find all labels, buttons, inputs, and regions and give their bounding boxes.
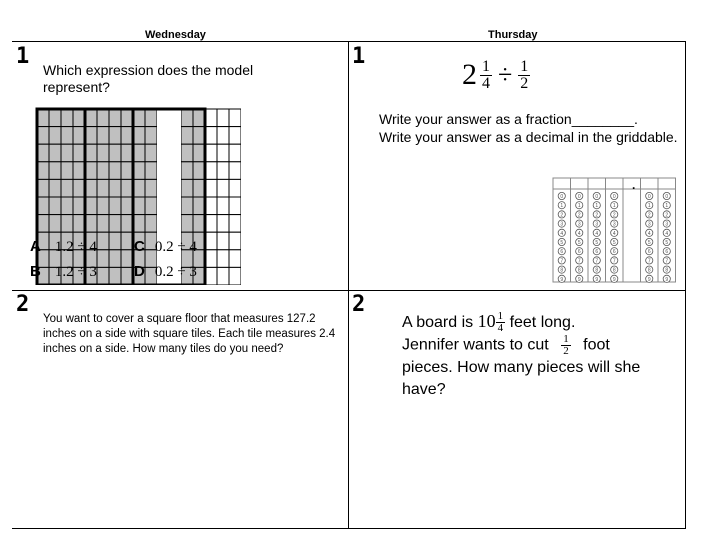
bubble-digit: 2 — [560, 212, 564, 219]
grid-cell — [205, 144, 217, 162]
bubble-digit: 0 — [577, 194, 581, 200]
fraction — [480, 59, 492, 92]
bubble-digit: 4 — [560, 230, 564, 237]
grid-cell — [49, 179, 61, 197]
grid-cell — [85, 162, 97, 180]
grid-cell — [121, 267, 133, 285]
bubble-digit: 1 — [612, 203, 616, 210]
grid-cell — [217, 144, 229, 162]
bubble-digit: 2 — [612, 212, 616, 219]
grid-cell — [181, 144, 193, 162]
bubble-digit: 5 — [595, 240, 599, 246]
grid-cell — [37, 179, 49, 197]
bubble-digit: 6 — [665, 249, 669, 256]
grid-cell — [109, 197, 121, 215]
numerator: 1 — [520, 57, 529, 75]
bubble-digit: 3 — [665, 221, 669, 228]
bubble-digit: 4 — [647, 230, 651, 237]
grid-cell — [49, 162, 61, 180]
grid-cell — [205, 127, 217, 145]
grid-cell — [109, 127, 121, 145]
grid-cell — [205, 232, 217, 250]
grid-cell — [217, 232, 229, 250]
bubble-digit: 1 — [595, 203, 599, 210]
grid-cell — [181, 162, 193, 180]
grid-cell — [145, 127, 157, 145]
denominator: 2 — [520, 74, 529, 92]
grid-cell — [49, 144, 61, 162]
option-expression: 0.2 ÷ 3 — [154, 264, 197, 280]
text: feet long. — [509, 314, 576, 331]
instruction-fraction: Write your answer as a fraction________. — [379, 111, 638, 127]
bubble-digit: 2 — [577, 212, 581, 219]
grid-cell — [121, 179, 133, 197]
grid-cell — [193, 179, 205, 197]
grid-cell — [121, 162, 133, 180]
bubble-digit: 3 — [595, 221, 599, 228]
grid-cell — [205, 197, 217, 215]
grid-cell — [217, 109, 229, 127]
whole-number: 10 — [477, 311, 496, 331]
bubble-digit: 5 — [577, 240, 581, 246]
bubble-digit: 9 — [577, 276, 581, 283]
grid-cell — [73, 144, 85, 162]
grid-cell — [217, 179, 229, 197]
grid-cell — [205, 215, 217, 233]
grid-cell — [145, 215, 157, 233]
bubble-digit: 1 — [665, 203, 669, 210]
grid-cell — [73, 215, 85, 233]
option-expression: 1.2 ÷ 3 — [54, 264, 97, 280]
bubble-digit: 6 — [577, 249, 581, 256]
bubble-digit: 0 — [560, 194, 564, 200]
grid-cell — [205, 162, 217, 180]
grid-cell — [97, 162, 109, 180]
fraction — [496, 311, 506, 334]
option-a[interactable] — [30, 238, 97, 256]
grid-cell — [133, 127, 145, 145]
question-text — [402, 310, 672, 401]
bubble-digit: 8 — [595, 267, 599, 274]
grid-cell — [205, 267, 217, 285]
grid-cell — [97, 232, 109, 250]
header-wednesday: Wednesday — [145, 29, 206, 41]
grid-cell — [133, 162, 145, 180]
grid-cell — [121, 144, 133, 162]
grid-cell — [73, 162, 85, 180]
question-number: 2 — [352, 292, 366, 317]
griddable-answer-grid[interactable] — [552, 177, 692, 285]
grid-cell — [85, 144, 97, 162]
grid-cell — [37, 109, 49, 127]
grid-cell — [49, 109, 61, 127]
grid-cell — [97, 215, 109, 233]
option-expression: 1.2 ÷ 4 — [54, 239, 97, 255]
grid-cell — [133, 109, 145, 127]
grid-cell — [109, 215, 121, 233]
bubble-digit: 7 — [577, 258, 581, 265]
grid-cell — [217, 197, 229, 215]
grid-cell — [181, 127, 193, 145]
grid-cell — [97, 127, 109, 145]
bubble-digit: 9 — [595, 276, 599, 283]
grid-cell — [61, 162, 73, 180]
grid-cell — [61, 197, 73, 215]
question-number: 1 — [16, 44, 30, 69]
grid-cell — [181, 179, 193, 197]
bubble-digit: 4 — [612, 230, 616, 237]
grid-cell — [97, 197, 109, 215]
grid-cell — [133, 197, 145, 215]
grid-cell — [85, 215, 97, 233]
division-expression — [462, 58, 530, 92]
grid-cell — [217, 127, 229, 145]
bubble-digit: 6 — [560, 249, 564, 256]
bubble-digit: 0 — [595, 194, 599, 200]
option-letter: C — [134, 238, 145, 255]
bubble-digit: 2 — [595, 212, 599, 219]
grid-cell — [181, 197, 193, 215]
option-letter: A — [30, 238, 41, 255]
grid-cell — [121, 250, 133, 268]
grid-cell — [145, 179, 157, 197]
fraction — [518, 59, 530, 92]
option-c[interactable] — [134, 238, 197, 256]
grid-cell — [61, 127, 73, 145]
unshaded-strip — [157, 109, 181, 285]
grid-cell — [193, 215, 205, 233]
grid-cell — [73, 109, 85, 127]
grid-cell — [109, 267, 121, 285]
grid-cell — [109, 250, 121, 268]
bubble-digit: 9 — [665, 276, 669, 283]
option-expression: 0.2 ÷ 4 — [154, 239, 197, 255]
numerator: 1 — [497, 310, 504, 323]
bubble-digit: 5 — [612, 240, 616, 246]
grid-cell — [121, 109, 133, 127]
bubble-digit: 8 — [647, 267, 651, 274]
grid-cell — [193, 197, 205, 215]
grid-cell — [49, 197, 61, 215]
bubble-digit: 3 — [560, 221, 564, 228]
bubble-digit: 1 — [577, 203, 581, 210]
grid-cell — [217, 162, 229, 180]
grid-cell — [97, 250, 109, 268]
grid-cell — [37, 162, 49, 180]
grid-cell — [61, 215, 73, 233]
grid-cell — [229, 109, 241, 127]
grid-cell — [61, 179, 73, 197]
bubble-digit: 2 — [665, 212, 669, 219]
grid-cell — [229, 267, 241, 285]
bubble-digit: 7 — [647, 258, 651, 265]
grid-cell — [61, 109, 73, 127]
option-letter: D — [134, 263, 145, 280]
text: Jennifer wants to cut — [402, 337, 549, 354]
grid-cell — [97, 267, 109, 285]
grid-cell — [49, 215, 61, 233]
grid-cell — [145, 197, 157, 215]
bubble-digit: 8 — [560, 267, 564, 274]
grid-cell — [121, 127, 133, 145]
grid-cell — [193, 144, 205, 162]
grid-cell — [109, 179, 121, 197]
grid-cell — [109, 109, 121, 127]
grid-cell — [61, 144, 73, 162]
numerator: 1 — [563, 333, 569, 346]
grid-cell — [133, 144, 145, 162]
grid-cell — [133, 179, 145, 197]
bubble-digit: 5 — [665, 240, 669, 246]
option-letter: B — [30, 263, 41, 280]
grid-cell — [109, 162, 121, 180]
bubble-digit: 8 — [665, 267, 669, 274]
grid-cell — [229, 232, 241, 250]
bubble-digit: 4 — [665, 230, 669, 237]
bubble-digit: 9 — [647, 276, 651, 283]
grid-cell — [205, 179, 217, 197]
grid-cell — [133, 215, 145, 233]
grid-cell — [145, 144, 157, 162]
bubble-digit: 3 — [647, 221, 651, 228]
divide-sign: ÷ — [498, 60, 513, 89]
bubble-digit: 9 — [612, 276, 616, 283]
grid-cell — [85, 109, 97, 127]
option-b[interactable] — [30, 263, 97, 281]
grid-cell — [229, 197, 241, 215]
option-d[interactable] — [134, 263, 197, 281]
grid-cell — [217, 250, 229, 268]
grid-cell — [217, 215, 229, 233]
bubble-digit: 2 — [647, 212, 651, 219]
bubble-digit: 6 — [647, 249, 651, 256]
denominator: 4 — [482, 74, 490, 92]
grid-cell — [229, 179, 241, 197]
grid-cell — [205, 250, 217, 268]
bubble-digit: 0 — [612, 194, 616, 200]
grid-cell — [193, 127, 205, 145]
grid-cell — [205, 109, 217, 127]
grid-cell — [49, 127, 61, 145]
bubble-digit: 5 — [647, 240, 651, 246]
grid-cell — [97, 109, 109, 127]
grid-cell — [181, 109, 193, 127]
grid-cell — [229, 215, 241, 233]
bubble-digit: 7 — [665, 258, 669, 265]
text: pieces. How many pieces will she have? — [402, 359, 641, 399]
grid-cell — [97, 144, 109, 162]
grid-cell — [37, 127, 49, 145]
bubble-digit: 6 — [595, 249, 599, 256]
grid-cell — [37, 215, 49, 233]
text: foot — [583, 337, 610, 354]
bubble-digit: 7 — [560, 258, 564, 265]
decimal-point: . — [632, 178, 636, 192]
question-number: 1 — [352, 44, 366, 69]
numerator: 1 — [482, 57, 490, 75]
grid-cell — [73, 127, 85, 145]
text: A board is — [402, 314, 474, 331]
grid-cell — [109, 232, 121, 250]
bubble-digit: 3 — [612, 221, 616, 228]
bubble-digit: 7 — [612, 258, 616, 265]
grid-cell — [145, 109, 157, 127]
bubble-digit: 4 — [595, 230, 599, 237]
bubble-digit: 1 — [647, 203, 651, 210]
grid-cell — [73, 179, 85, 197]
grid-cell — [121, 197, 133, 215]
question-text: You want to cover a square floor that measures 127.2 inches on a side with square tiles. Each tile measures 2.4 inches on a side. How many tiles do you need? — [43, 313, 336, 355]
bubble-digit: 8 — [577, 267, 581, 274]
grid-cell — [229, 144, 241, 162]
bubble-digit: 8 — [612, 267, 616, 274]
bubble-digit: 6 — [612, 249, 616, 256]
grid-cell — [145, 162, 157, 180]
question-number: 2 — [16, 292, 30, 317]
bubble-digit: 5 — [560, 240, 564, 246]
grid-cell — [121, 232, 133, 250]
header-thursday: Thursday — [488, 29, 538, 41]
grid-cell — [37, 144, 49, 162]
bubble-digit: 1 — [560, 203, 564, 210]
grid-cell — [229, 162, 241, 180]
bubble-digit: 7 — [595, 258, 599, 265]
fraction — [561, 334, 571, 357]
instruction-decimal: Write your answer as a decimal in the griddable. — [379, 129, 678, 145]
decimal-grid-model — [35, 107, 241, 285]
grid-cell — [121, 215, 133, 233]
grid-cell — [229, 250, 241, 268]
grid-cell — [37, 197, 49, 215]
bubble-digit: 3 — [577, 221, 581, 228]
bubble-digit: 4 — [577, 230, 581, 237]
grid-cell — [193, 109, 205, 127]
bubble-digit: 0 — [647, 194, 651, 200]
bubble-digit: 9 — [560, 276, 564, 283]
grid-cell — [229, 127, 241, 145]
grid-cell — [85, 127, 97, 145]
whole-number: 2 — [462, 58, 477, 91]
grid-cell — [85, 197, 97, 215]
question-prompt: Which expression does the model represent? — [43, 62, 254, 95]
grid-cell — [193, 162, 205, 180]
denominator: 4 — [497, 322, 504, 335]
bubble-digit: 0 — [665, 194, 669, 200]
grid-cell — [85, 179, 97, 197]
grid-cell — [73, 197, 85, 215]
grid-cell — [181, 215, 193, 233]
grid-cell — [109, 144, 121, 162]
grid-cell — [217, 267, 229, 285]
denominator: 2 — [563, 345, 569, 358]
grid-cell — [97, 179, 109, 197]
